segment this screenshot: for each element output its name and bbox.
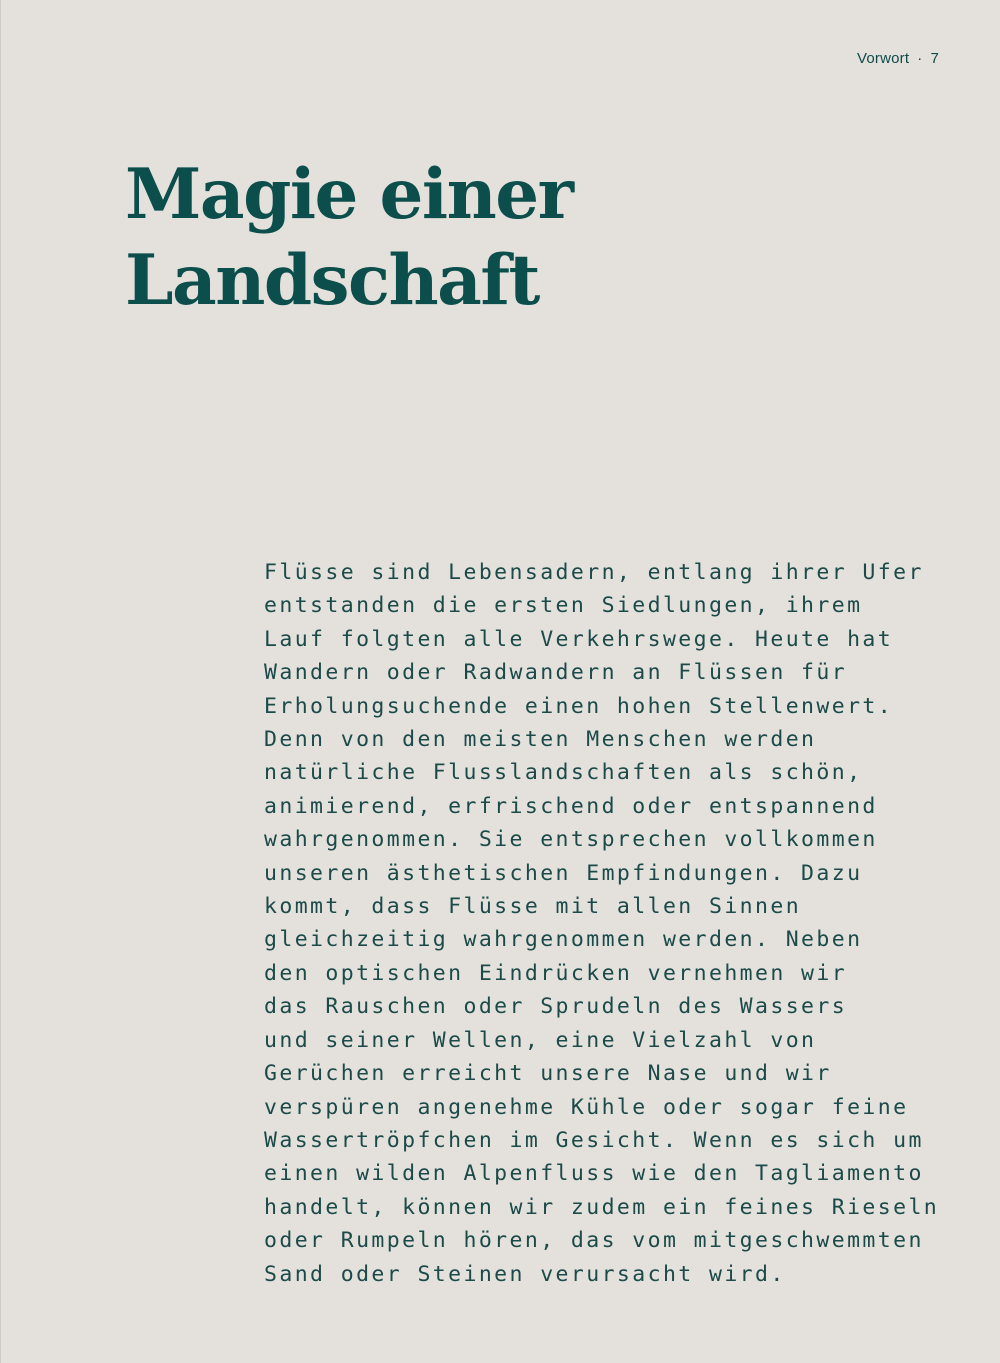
text-line: und seiner Wellen, eine Vielzahl von — [264, 1027, 817, 1053]
header-separator: · — [917, 50, 923, 67]
text-line: animierend, erfrischend oder entspannend — [264, 793, 878, 819]
text-line: Denn von den meisten Menschen werden — [264, 727, 817, 753]
text-line: wahrgenommen. Sie entsprechen vollkommen — [264, 827, 878, 853]
text-line: den optischen Eindrücken vernehmen wir — [264, 960, 848, 986]
running-header — [857, 50, 939, 67]
text-line: einen wilden Alpenfluss wie den Tagliamento — [264, 1161, 924, 1187]
text-line: natürliche Flusslandschaften als schön, — [264, 760, 863, 786]
text-line: handelt, können wir zudem ein feines Rieseln — [264, 1194, 940, 1220]
text-line: verspüren angenehme Kühle oder sogar feine — [264, 1094, 909, 1120]
text-line: entstanden die ersten Siedlungen, ihrem — [264, 593, 863, 619]
text-line: Wassertröpfchen im Gesicht. Wenn es sich um — [264, 1127, 924, 1153]
chapter-title — [125, 152, 573, 324]
page-number: 7 — [930, 50, 939, 67]
text-line: oder Rumpeln hören, das vom mitgeschwemmten — [264, 1228, 924, 1254]
body-paragraph — [264, 556, 964, 1291]
text-line: Erholungsuchende einen hohen Stellenwert. — [264, 693, 894, 719]
text-line: Gerüchen erreicht unsere Nase und wir — [264, 1061, 832, 1087]
text-line: Sand oder Steinen verursacht wird. — [264, 1261, 786, 1287]
section-name: Vorwort — [856, 50, 910, 67]
text-line: unseren ästhetischen Empfindungen. Dazu — [264, 860, 863, 886]
chapter-title-line: Landschaft — [125, 240, 539, 321]
text-line: Flüsse sind Lebensadern, entlang ihrer Ufer — [264, 560, 924, 585]
text-line: gleichzeitig wahrgenommen werden. Neben — [264, 927, 863, 953]
chapter-title-line: Magie einer — [125, 154, 573, 235]
text-line: Wandern oder Radwandern an Flüssen für — [264, 660, 848, 686]
text-line: Lauf folgten alle Verkehrswege. Heute hat — [264, 626, 894, 652]
text-line: kommt, dass Flüsse mit allen Sinnen — [264, 894, 802, 920]
text-line: das Rauschen oder Sprudeln des Wassers — [264, 994, 848, 1020]
